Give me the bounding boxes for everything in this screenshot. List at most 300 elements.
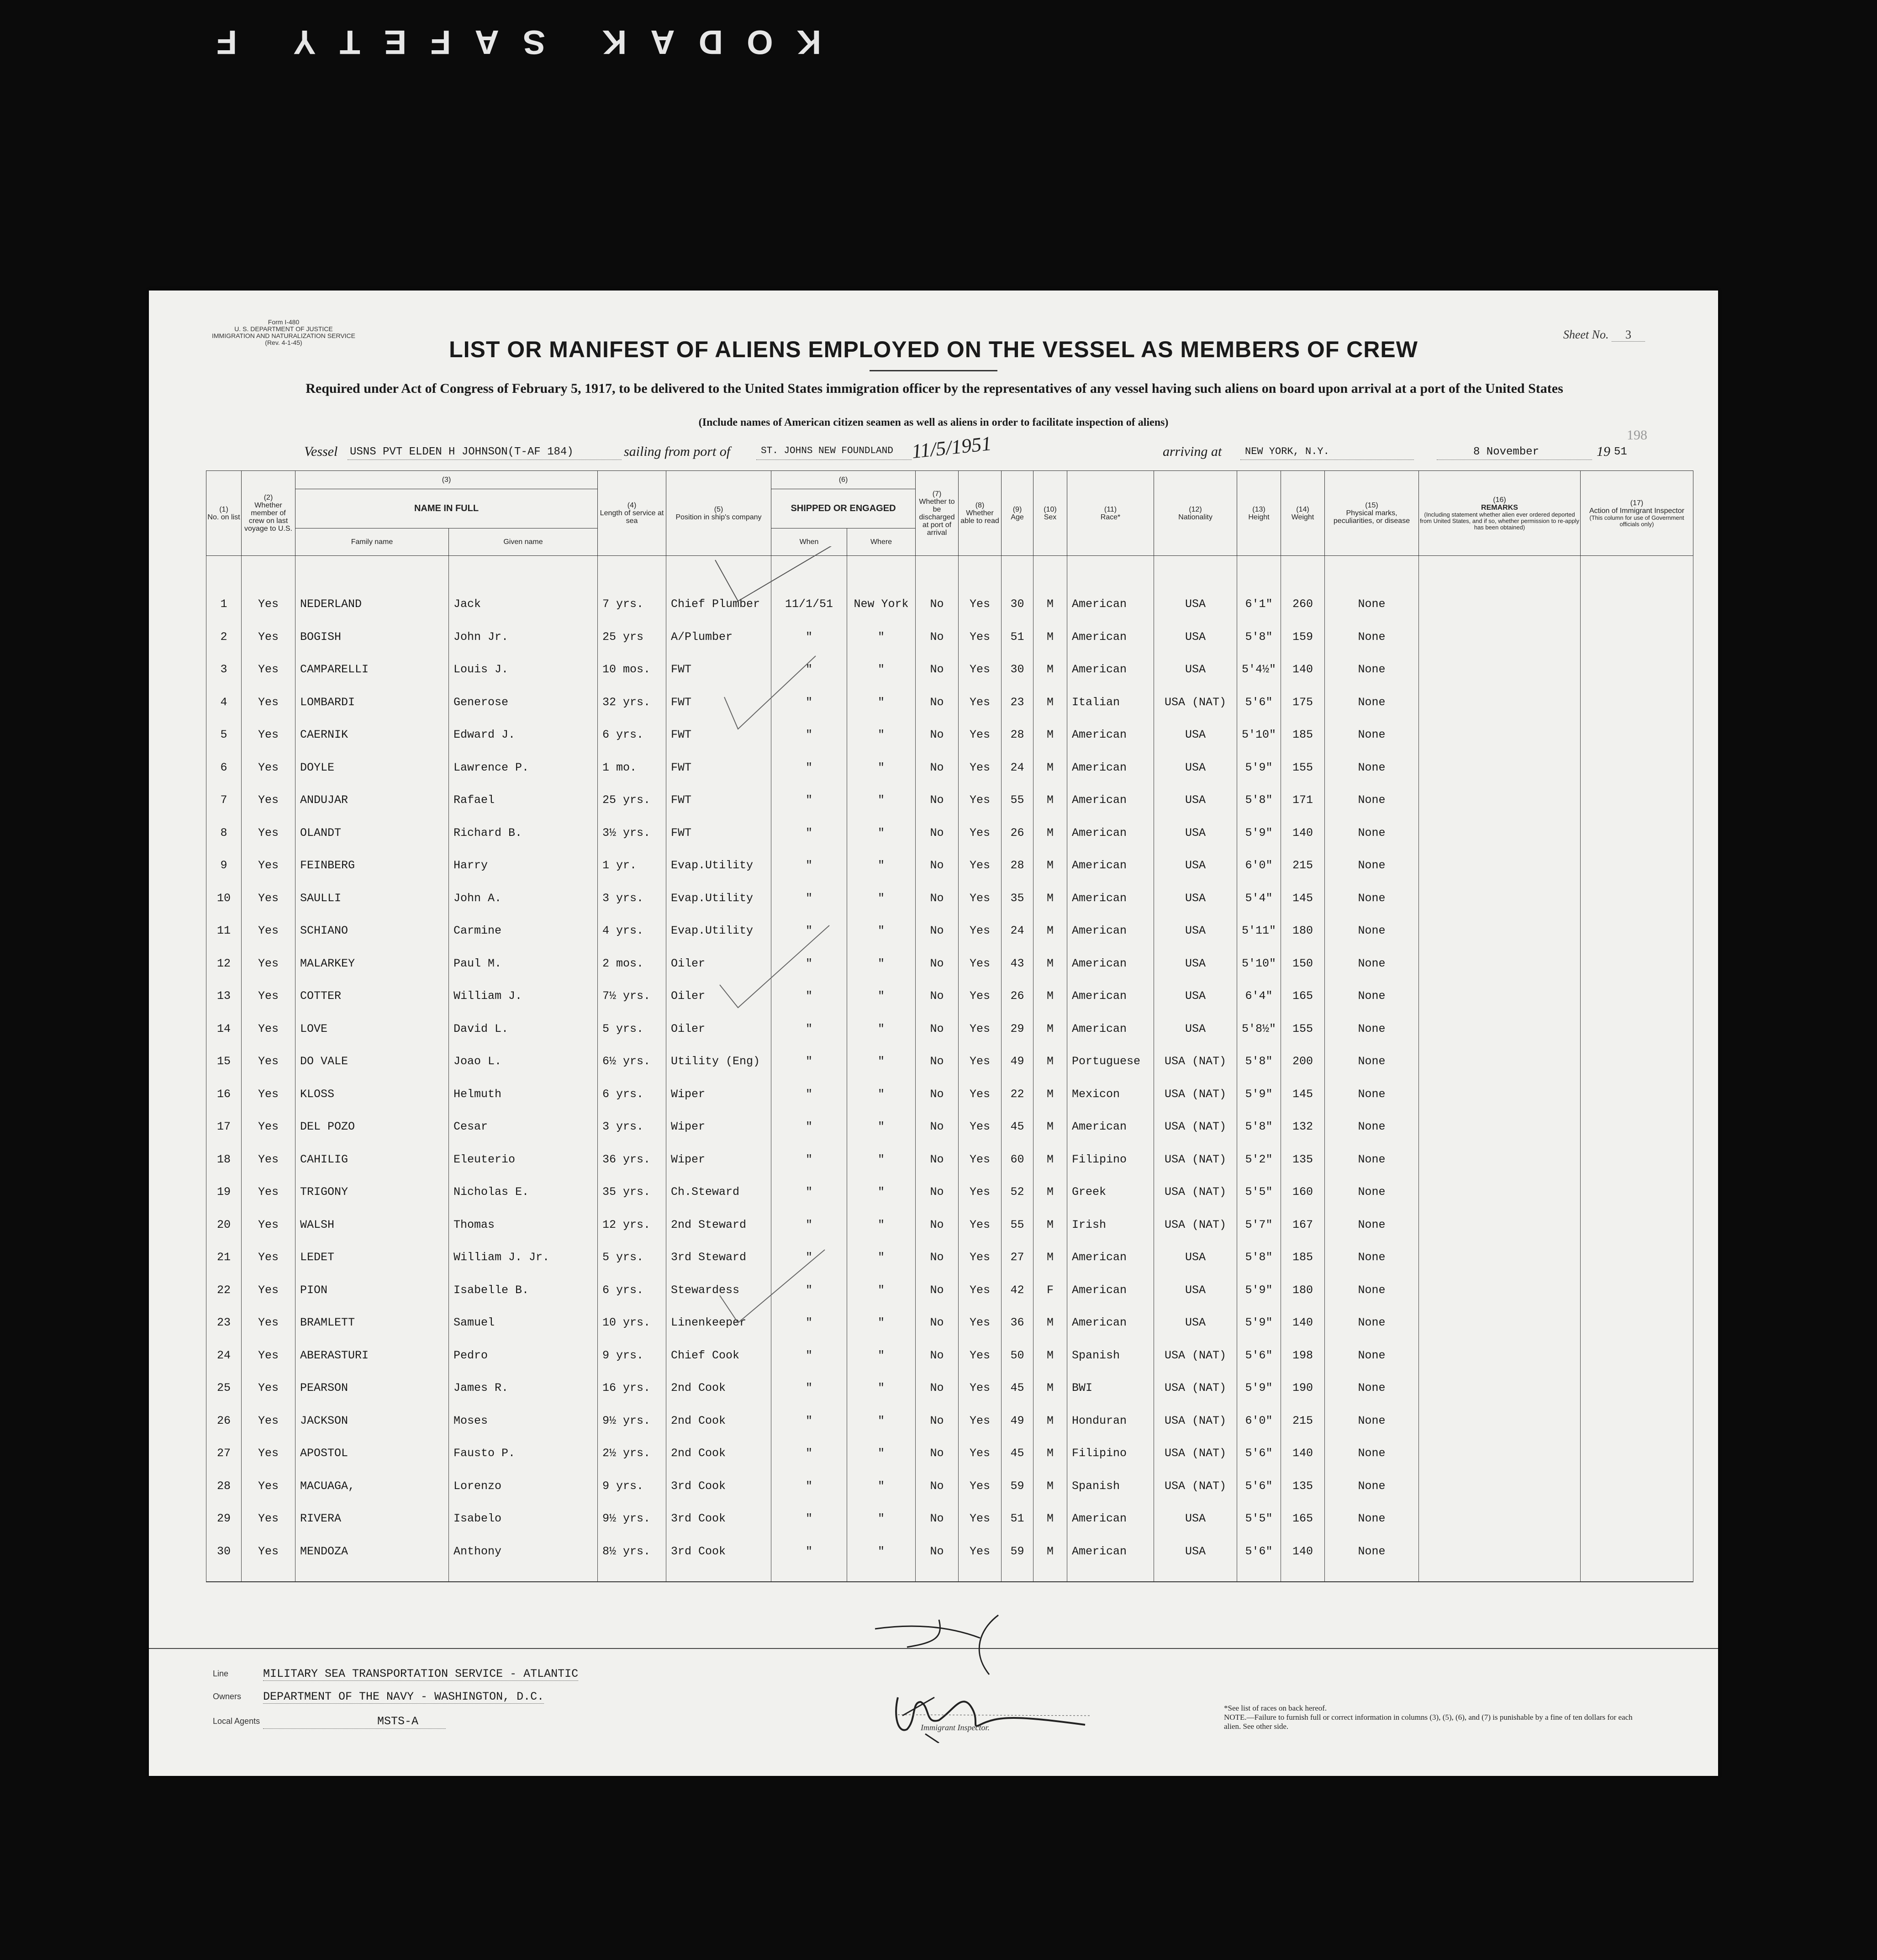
- header-given-name: Given name: [449, 528, 598, 556]
- cell-physical-marks: None: [1325, 588, 1419, 621]
- cell-shipped-where: ": [847, 914, 916, 947]
- cell-nationality: USA: [1154, 588, 1237, 621]
- cell-race: Greek: [1067, 1176, 1154, 1209]
- cell-age: 51: [1002, 621, 1033, 654]
- cell-inspector-action: [1581, 653, 1693, 686]
- cell-shipped-where: ": [847, 621, 916, 654]
- cell-no-on-list: 9: [206, 849, 242, 882]
- header-remarks: (16) REMARKS (Including statement whether alien ever ordered deported from United States, and if so, whether permission to re-apply has been obtained): [1419, 471, 1581, 556]
- cell-remarks: [1419, 621, 1581, 654]
- cell-nationality: USA: [1154, 784, 1237, 817]
- cell-length-service: 9 yrs.: [598, 1470, 666, 1503]
- inspector-signature: [724, 1611, 1099, 1743]
- cell-discharged: No: [916, 817, 959, 850]
- cell-remarks: [1419, 686, 1581, 719]
- cell-nationality: USA: [1154, 621, 1237, 654]
- cell-sex: M: [1033, 947, 1067, 980]
- cell-inspector-action: [1581, 718, 1693, 751]
- cell-shipped-where: ": [847, 1502, 916, 1535]
- cell-able-to-read: Yes: [959, 686, 1002, 719]
- cell-length-service: 36 yrs.: [598, 1143, 666, 1176]
- cell-remarks: [1419, 784, 1581, 817]
- cell-member-last-voyage: Yes: [242, 1045, 295, 1078]
- table-end-row: [206, 1568, 1693, 1582]
- agents-field: [213, 1715, 419, 1728]
- cell-discharged: No: [916, 686, 959, 719]
- cell-given-name: Helmuth: [449, 1078, 598, 1111]
- cell-shipped-where: ": [847, 751, 916, 784]
- cell-given-name: Lorenzo: [449, 1470, 598, 1503]
- cell-height: 5'8": [1237, 1110, 1281, 1143]
- cell-inspector-action: [1581, 784, 1693, 817]
- cell-weight: 140: [1281, 817, 1325, 850]
- cell-sex: M: [1033, 849, 1067, 882]
- cell-remarks: [1419, 914, 1581, 947]
- cell-weight: 145: [1281, 882, 1325, 915]
- cell-race: American: [1067, 1013, 1154, 1046]
- cell-physical-marks: None: [1325, 1110, 1419, 1143]
- cell-height: 5'4": [1237, 882, 1281, 915]
- cell-sex: M: [1033, 914, 1067, 947]
- cell-height: 5'6": [1237, 1535, 1281, 1568]
- cell-sex: M: [1033, 980, 1067, 1013]
- line-label: Line: [213, 1669, 229, 1678]
- cell-race: Filipino: [1067, 1437, 1154, 1470]
- cell-remarks: [1419, 980, 1581, 1013]
- cell-shipped-where: ": [847, 1306, 916, 1339]
- cell-age: 22: [1002, 1078, 1033, 1111]
- cell-weight: 165: [1281, 980, 1325, 1013]
- cell-physical-marks: None: [1325, 1274, 1419, 1307]
- cell-shipped-when: ": [771, 1176, 847, 1209]
- cell-age: 24: [1002, 751, 1033, 784]
- cell-height: 5'5": [1237, 1176, 1281, 1209]
- cell-length-service: 3 yrs.: [598, 882, 666, 915]
- cell-member-last-voyage: Yes: [242, 1143, 295, 1176]
- cell-sex: M: [1033, 1535, 1067, 1568]
- cell-member-last-voyage: Yes: [242, 1110, 295, 1143]
- cell-nationality: USA (NAT): [1154, 1143, 1237, 1176]
- cell-sex: M: [1033, 1110, 1067, 1143]
- cell-inspector-action: [1581, 1045, 1693, 1078]
- cell-inspector-action: [1581, 980, 1693, 1013]
- cell-discharged: No: [916, 1437, 959, 1470]
- punch-hole: [62, 1507, 84, 1529]
- table-row: [206, 1405, 1693, 1437]
- cell-position: Stewardess: [666, 1274, 771, 1307]
- cell-position: Ch.Steward: [666, 1176, 771, 1209]
- header-family-name: Family name: [295, 528, 449, 556]
- cell-shipped-where: ": [847, 1470, 916, 1503]
- cell-no-on-list: 5: [206, 718, 242, 751]
- cell-inspector-action: [1581, 588, 1693, 621]
- cell-race: American: [1067, 1535, 1154, 1568]
- cell-height: 6'0": [1237, 1405, 1281, 1437]
- cell-discharged: No: [916, 1339, 959, 1372]
- cell-given-name: Joao L.: [449, 1045, 598, 1078]
- header-col3-num: (3): [295, 471, 598, 489]
- cell-race: American: [1067, 1306, 1154, 1339]
- cell-shipped-when: ": [771, 1045, 847, 1078]
- cell-shipped-where: ": [847, 1110, 916, 1143]
- cell-family-name: MACUAGA,: [295, 1470, 449, 1503]
- cell-length-service: 5 yrs.: [598, 1013, 666, 1046]
- cell-physical-marks: None: [1325, 1045, 1419, 1078]
- table-row: [206, 1143, 1693, 1176]
- agents-value: MSTS-A: [377, 1715, 419, 1728]
- cell-able-to-read: Yes: [959, 1372, 1002, 1405]
- cell-shipped-where: ": [847, 1176, 916, 1209]
- cell-sex: M: [1033, 1143, 1067, 1176]
- cell-remarks: [1419, 1241, 1581, 1274]
- cell-position: Linenkeeper: [666, 1306, 771, 1339]
- cell-position: Chief Cook: [666, 1339, 771, 1372]
- cell-remarks: [1419, 1013, 1581, 1046]
- cell-position: 2nd Cook: [666, 1405, 771, 1437]
- cell-member-last-voyage: Yes: [242, 1306, 295, 1339]
- cell-shipped-where: ": [847, 1372, 916, 1405]
- include-note: (Include names of American citizen seamen as well as aliens in order to facilitate inspection of aliens): [698, 417, 1169, 428]
- cell-height: 5'9": [1237, 1306, 1281, 1339]
- cell-length-service: 3½ yrs.: [598, 817, 666, 850]
- cell-sex: M: [1033, 718, 1067, 751]
- cell-able-to-read: Yes: [959, 588, 1002, 621]
- cell-weight: 260: [1281, 588, 1325, 621]
- cell-remarks: [1419, 1274, 1581, 1307]
- cell-physical-marks: None: [1325, 1502, 1419, 1535]
- cell-given-name: Louis J.: [449, 653, 598, 686]
- cell-weight: 185: [1281, 718, 1325, 751]
- cell-family-name: CAERNIK: [295, 718, 449, 751]
- cell-shipped-when: ": [771, 947, 847, 980]
- cell-member-last-voyage: Yes: [242, 1176, 295, 1209]
- cell-inspector-action: [1581, 1013, 1693, 1046]
- cell-inspector-action: [1581, 1110, 1693, 1143]
- cell-sex: M: [1033, 653, 1067, 686]
- cell-nationality: USA: [1154, 1013, 1237, 1046]
- cell-race: Portuguese: [1067, 1045, 1154, 1078]
- cell-height: 5'8": [1237, 1045, 1281, 1078]
- cell-nationality: USA (NAT): [1154, 1110, 1237, 1143]
- cell-nationality: USA (NAT): [1154, 1470, 1237, 1503]
- film-edge-marking: KODAK SAFETY F: [192, 23, 822, 61]
- cell-remarks: [1419, 751, 1581, 784]
- cell-weight: 165: [1281, 1502, 1325, 1535]
- cell-given-name: Paul M.: [449, 947, 598, 980]
- cell-family-name: COTTER: [295, 980, 449, 1013]
- cell-nationality: USA: [1154, 751, 1237, 784]
- cell-given-name: Moses: [449, 1405, 598, 1437]
- cell-position: 3rd Cook: [666, 1470, 771, 1503]
- cell-nationality: USA: [1154, 980, 1237, 1013]
- cell-position: 2nd Cook: [666, 1372, 771, 1405]
- cell-length-service: 25 yrs.: [598, 784, 666, 817]
- cell-discharged: No: [916, 1143, 959, 1176]
- cell-able-to-read: Yes: [959, 1209, 1002, 1242]
- cell-discharged: No: [916, 784, 959, 817]
- cell-nationality: USA (NAT): [1154, 1209, 1237, 1242]
- cell-inspector-action: [1581, 882, 1693, 915]
- cell-no-on-list: 22: [206, 1274, 242, 1307]
- cell-able-to-read: Yes: [959, 1110, 1002, 1143]
- cell-race: American: [1067, 784, 1154, 817]
- cell-given-name: Harry: [449, 849, 598, 882]
- cell-nationality: USA (NAT): [1154, 1078, 1237, 1111]
- cell-discharged: No: [916, 914, 959, 947]
- requirement-statement: Required under Act of Congress of February 5, 1917, to be delivered to the United States immigration officer by the representatives of any vessel having such aliens on board upon arrival at a port of the United States: [306, 381, 1563, 396]
- cell-race: American: [1067, 980, 1154, 1013]
- cell-remarks: [1419, 1502, 1581, 1535]
- cell-inspector-action: [1581, 947, 1693, 980]
- year-prefix: 19: [1597, 444, 1610, 459]
- cell-height: 5'9": [1237, 1274, 1281, 1307]
- cell-family-name: APOSTOL: [295, 1437, 449, 1470]
- cell-member-last-voyage: Yes: [242, 588, 295, 621]
- header-height: (13) Height: [1237, 471, 1281, 556]
- table-row: [206, 1535, 1693, 1568]
- cell-nationality: USA (NAT): [1154, 686, 1237, 719]
- cell-weight: 160: [1281, 1176, 1325, 1209]
- cell-length-service: 9½ yrs.: [598, 1502, 666, 1535]
- header-sex: (10) Sex: [1033, 471, 1067, 556]
- cell-physical-marks: None: [1325, 882, 1419, 915]
- cell-member-last-voyage: Yes: [242, 686, 295, 719]
- cell-position: A/Plumber: [666, 621, 771, 654]
- cell-sex: M: [1033, 1045, 1067, 1078]
- cell-position: 3rd Steward: [666, 1241, 771, 1274]
- owners-field: [213, 1690, 544, 1703]
- header-shipped-engaged: SHIPPED OR ENGAGED: [771, 489, 916, 528]
- cell-length-service: 5 yrs.: [598, 1241, 666, 1274]
- cell-shipped-when: ": [771, 751, 847, 784]
- sheet-number-value: 3: [1612, 328, 1645, 342]
- table-row: [206, 1470, 1693, 1503]
- cell-no-on-list: 18: [206, 1143, 242, 1176]
- cell-member-last-voyage: Yes: [242, 751, 295, 784]
- cell-shipped-where: New York: [847, 588, 916, 621]
- cell-shipped-where: ": [847, 1274, 916, 1307]
- cell-length-service: 12 yrs.: [598, 1209, 666, 1242]
- cell-family-name: RIVERA: [295, 1502, 449, 1535]
- cell-weight: 140: [1281, 1306, 1325, 1339]
- cell-member-last-voyage: Yes: [242, 1013, 295, 1046]
- cell-given-name: Fausto P.: [449, 1437, 598, 1470]
- cell-given-name: Carmine: [449, 914, 598, 947]
- table-row: [206, 1045, 1693, 1078]
- cell-given-name: John Jr.: [449, 621, 598, 654]
- cell-age: 23: [1002, 686, 1033, 719]
- cell-given-name: Richard B.: [449, 817, 598, 850]
- cell-inspector-action: [1581, 1405, 1693, 1437]
- cell-shipped-where: ": [847, 882, 916, 915]
- cell-length-service: 8½ yrs.: [598, 1535, 666, 1568]
- cell-nationality: USA: [1154, 718, 1237, 751]
- cell-inspector-action: [1581, 1372, 1693, 1405]
- sheet-number-label: Sheet No.: [1563, 328, 1609, 341]
- cell-shipped-where: ": [847, 1405, 916, 1437]
- cell-sex: M: [1033, 1013, 1067, 1046]
- cell-physical-marks: None: [1325, 686, 1419, 719]
- table-row: [206, 1110, 1693, 1143]
- punch-hole: [62, 503, 84, 525]
- cell-shipped-when: ": [771, 1078, 847, 1111]
- cell-shipped-where: ": [847, 817, 916, 850]
- cell-remarks: [1419, 653, 1581, 686]
- cell-able-to-read: Yes: [959, 849, 1002, 882]
- cell-sex: M: [1033, 686, 1067, 719]
- cell-member-last-voyage: Yes: [242, 947, 295, 980]
- cell-position: FWT: [666, 751, 771, 784]
- cell-length-service: 35 yrs.: [598, 1176, 666, 1209]
- cell-family-name: OLANDT: [295, 817, 449, 850]
- cell-weight: 198: [1281, 1339, 1325, 1372]
- cell-no-on-list: 15: [206, 1045, 242, 1078]
- cell-age: 49: [1002, 1405, 1033, 1437]
- cell-shipped-when: ": [771, 980, 847, 1013]
- cell-race: American: [1067, 1502, 1154, 1535]
- cell-length-service: 1 mo.: [598, 751, 666, 784]
- cell-family-name: JACKSON: [295, 1405, 449, 1437]
- cell-position: Wiper: [666, 1078, 771, 1111]
- cell-able-to-read: Yes: [959, 1502, 1002, 1535]
- cell-family-name: ABERASTURI: [295, 1339, 449, 1372]
- cell-shipped-where: ": [847, 686, 916, 719]
- cell-length-service: 6 yrs.: [598, 1274, 666, 1307]
- cell-remarks: [1419, 1535, 1581, 1568]
- cell-race: American: [1067, 849, 1154, 882]
- cell-age: 27: [1002, 1241, 1033, 1274]
- cell-given-name: Samuel: [449, 1306, 598, 1339]
- inspector-caption: Immigrant Inspector.: [921, 1723, 990, 1732]
- cell-family-name: MENDOZA: [295, 1535, 449, 1568]
- cell-no-on-list: 19: [206, 1176, 242, 1209]
- cell-length-service: 7½ yrs.: [598, 980, 666, 1013]
- cell-height: 5'6": [1237, 1437, 1281, 1470]
- cell-weight: 190: [1281, 1372, 1325, 1405]
- cell-physical-marks: None: [1325, 817, 1419, 850]
- cell-age: 52: [1002, 1176, 1033, 1209]
- cell-nationality: USA: [1154, 1241, 1237, 1274]
- cell-member-last-voyage: Yes: [242, 653, 295, 686]
- cell-physical-marks: None: [1325, 1176, 1419, 1209]
- cell-nationality: USA: [1154, 1306, 1237, 1339]
- cell-physical-marks: None: [1325, 1306, 1419, 1339]
- cell-sex: M: [1033, 1306, 1067, 1339]
- cell-family-name: DO VALE: [295, 1045, 449, 1078]
- cell-nationality: USA (NAT): [1154, 1437, 1237, 1470]
- cell-member-last-voyage: Yes: [242, 980, 295, 1013]
- table-row: [206, 751, 1693, 784]
- cell-weight: 135: [1281, 1143, 1325, 1176]
- cell-sex: M: [1033, 784, 1067, 817]
- cell-no-on-list: 6: [206, 751, 242, 784]
- title-divider: [870, 370, 997, 371]
- cell-weight: 180: [1281, 1274, 1325, 1307]
- cell-remarks: [1419, 1209, 1581, 1242]
- cell-given-name: John A.: [449, 882, 598, 915]
- cell-position: Evap.Utility: [666, 914, 771, 947]
- races-note: *See list of races on back hereof.: [1224, 1704, 1327, 1712]
- cell-physical-marks: None: [1325, 1209, 1419, 1242]
- cell-sex: M: [1033, 1437, 1067, 1470]
- cell-no-on-list: 28: [206, 1470, 242, 1503]
- table-row: [206, 947, 1693, 980]
- cell-given-name: Cesar: [449, 1110, 598, 1143]
- cell-shipped-when: ": [771, 1437, 847, 1470]
- form-department: U. S. DEPARTMENT OF JUSTICE: [234, 325, 333, 333]
- table-row: [206, 653, 1693, 686]
- table-row: [206, 817, 1693, 850]
- cell-sex: M: [1033, 1241, 1067, 1274]
- cell-position: FWT: [666, 784, 771, 817]
- cell-length-service: 25 yrs: [598, 621, 666, 654]
- cell-no-on-list: 10: [206, 882, 242, 915]
- cell-member-last-voyage: Yes: [242, 1372, 295, 1405]
- cell-weight: 132: [1281, 1110, 1325, 1143]
- cell-sex: M: [1033, 1470, 1067, 1503]
- cell-no-on-list: 4: [206, 686, 242, 719]
- cell-shipped-when: ": [771, 1339, 847, 1372]
- cell-sex: M: [1033, 1176, 1067, 1209]
- cell-length-service: 1 yr.: [598, 849, 666, 882]
- cell-given-name: Eleuterio: [449, 1143, 598, 1176]
- cell-shipped-when: ": [771, 686, 847, 719]
- cell-position: 2nd Steward: [666, 1209, 771, 1242]
- cell-inspector-action: [1581, 1339, 1693, 1372]
- cell-length-service: 7 yrs.: [598, 588, 666, 621]
- cell-nationality: USA: [1154, 1502, 1237, 1535]
- cell-member-last-voyage: Yes: [242, 1274, 295, 1307]
- cell-weight: 145: [1281, 1078, 1325, 1111]
- table-row: [206, 718, 1693, 751]
- cell-length-service: 9 yrs.: [598, 1339, 666, 1372]
- cell-discharged: No: [916, 849, 959, 882]
- cell-inspector-action: [1581, 1241, 1693, 1274]
- cell-weight: 215: [1281, 849, 1325, 882]
- cell-member-last-voyage: Yes: [242, 621, 295, 654]
- cell-physical-marks: None: [1325, 621, 1419, 654]
- cell-shipped-when: ": [771, 1209, 847, 1242]
- cell-family-name: NEDERLAND: [295, 588, 449, 621]
- cell-family-name: LOVE: [295, 1013, 449, 1046]
- cell-shipped-where: ": [847, 718, 916, 751]
- sailing-label: sailing from port of: [624, 444, 731, 459]
- cell-physical-marks: None: [1325, 751, 1419, 784]
- punch-hole: [62, 1580, 84, 1601]
- header-nationality: (12) Nationality: [1154, 471, 1237, 556]
- cell-length-service: 6½ yrs.: [598, 1045, 666, 1078]
- cell-physical-marks: None: [1325, 1013, 1419, 1046]
- punch-hole: [62, 429, 84, 451]
- cell-able-to-read: Yes: [959, 817, 1002, 850]
- cell-weight: 140: [1281, 1437, 1325, 1470]
- header-action-inspector: (17) Action of Immigrant Inspector (This column for use of Government officials only): [1581, 471, 1693, 556]
- manifest-sheet: [149, 291, 1718, 1776]
- cell-remarks: [1419, 588, 1581, 621]
- cell-position: Oiler: [666, 1013, 771, 1046]
- cell-shipped-when: ": [771, 1241, 847, 1274]
- agents-underline: [263, 1728, 446, 1729]
- cell-no-on-list: 27: [206, 1437, 242, 1470]
- cell-race: American: [1067, 914, 1154, 947]
- header-member-last-voyage: (2) Whether member of crew on last voyage to U.S.: [242, 471, 295, 556]
- cell-height: 5'9": [1237, 751, 1281, 784]
- cell-no-on-list: 20: [206, 1209, 242, 1242]
- cell-nationality: USA: [1154, 653, 1237, 686]
- table-row: [206, 1176, 1693, 1209]
- cell-physical-marks: None: [1325, 1405, 1419, 1437]
- vessel-label: Vessel: [304, 444, 338, 459]
